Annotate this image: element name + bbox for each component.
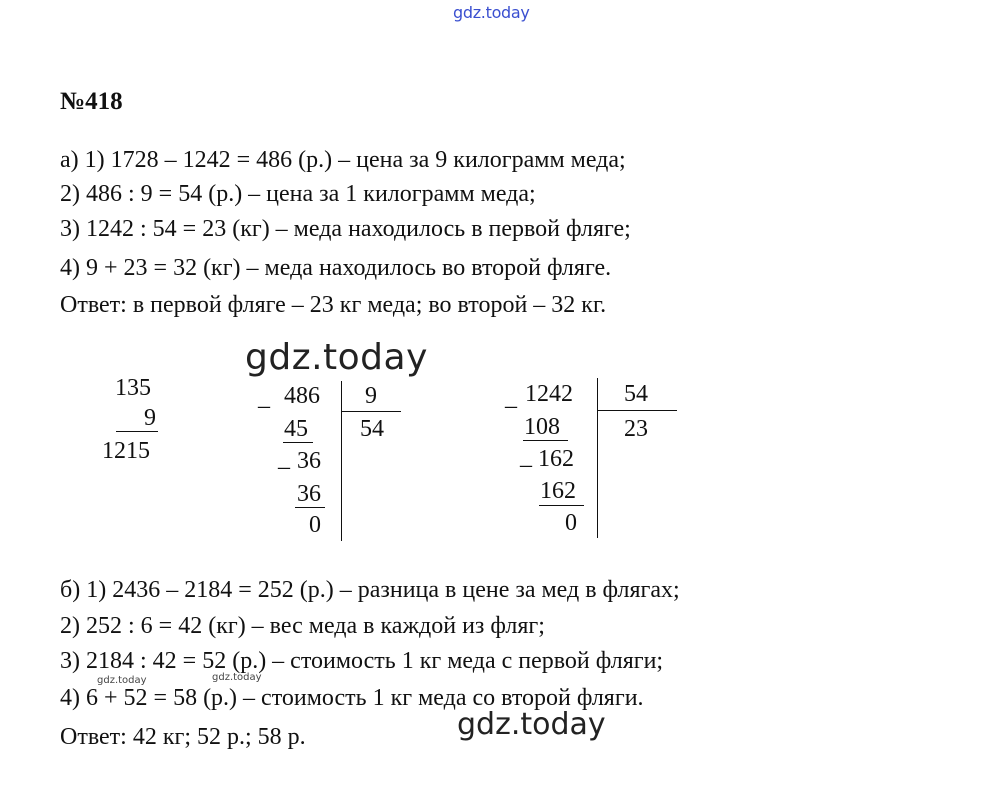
div2-rule-1 (523, 440, 568, 441)
part-a-line-1: а) 1) 1728 – 1242 = 486 (р.) – цена за 9 килограмм меда; (60, 147, 626, 173)
div1-rule-2 (295, 507, 325, 508)
part-a-line-3: 3) 1242 : 54 = 23 (кг) – меда находилось в первой фляге; (60, 216, 631, 242)
watermark-small-2: gdz.today (212, 672, 262, 683)
problem-title: №418 (60, 88, 123, 115)
part-b-answer: Ответ: 42 кг; 52 р.; 58 р. (60, 724, 306, 750)
div1-rule-1 (283, 442, 313, 443)
watermark-top: gdz.today (453, 3, 530, 22)
div2-remainder-final: 0 (565, 510, 577, 536)
div2-minus-1: _ (505, 385, 517, 411)
div2-minus-2: _ (520, 444, 532, 470)
div1-dividend: 486 (284, 383, 320, 409)
div1-minus-1: _ (258, 385, 270, 411)
watermark-small-1: gdz.today (97, 675, 147, 686)
div2-rule-2 (539, 505, 584, 506)
div1-vertical-rule (341, 381, 342, 541)
div2-vertical-rule (597, 378, 598, 538)
div2-sub-2: 162 (540, 478, 576, 504)
div1-remainder-1: 36 (297, 448, 321, 474)
mult-rule (116, 431, 158, 432)
div1-remainder-final: 0 (309, 512, 321, 538)
watermark-bottom: gdz.today (457, 707, 606, 742)
part-a-line-2: 2) 486 : 9 = 54 (р.) – цена за 1 килограмм меда; (60, 181, 536, 207)
div1-minus-2: _ (278, 446, 290, 472)
div2-divisor-rule (597, 410, 677, 411)
part-a-answer: Ответ: в первой фляге – 23 кг меда; во второй – 32 кг. (60, 292, 607, 318)
part-b-line-1: б) 1) 2436 – 2184 = 252 (р.) – разница в цене за мед в флягах; (60, 577, 680, 603)
part-b-line-4: 4) 6 + 52 = 58 (р.) – стоимость 1 кг меда со второй фляги. (60, 685, 644, 711)
part-b-line-2: 2) 252 : 6 = 42 (кг) – вес меда в каждой из фляг; (60, 613, 545, 639)
div2-sub-1: 108 (524, 414, 560, 440)
div1-divisor: 9 (365, 383, 377, 409)
div1-divisor-rule (341, 411, 401, 412)
mult-operand-a: 135 (115, 375, 151, 401)
part-a-line-4: 4) 9 + 23 = 32 (кг) – меда находилось во второй фляге. (60, 255, 612, 281)
div1-quotient: 54 (360, 416, 384, 442)
div1-sub-2: 36 (297, 481, 321, 507)
mult-operand-b: 9 (144, 405, 156, 431)
div2-divisor: 54 (624, 381, 648, 407)
watermark-middle: gdz.today (245, 337, 428, 378)
part-b-line-3: 3) 2184 : 42 = 52 (р.) – стоимость 1 кг меда с первой фляги; (60, 648, 664, 674)
div2-quotient: 23 (624, 416, 648, 442)
div1-sub-1: 45 (284, 416, 308, 442)
div2-dividend: 1242 (525, 381, 573, 407)
div2-remainder-1: 162 (538, 446, 574, 472)
mult-result: 1215 (102, 438, 150, 464)
